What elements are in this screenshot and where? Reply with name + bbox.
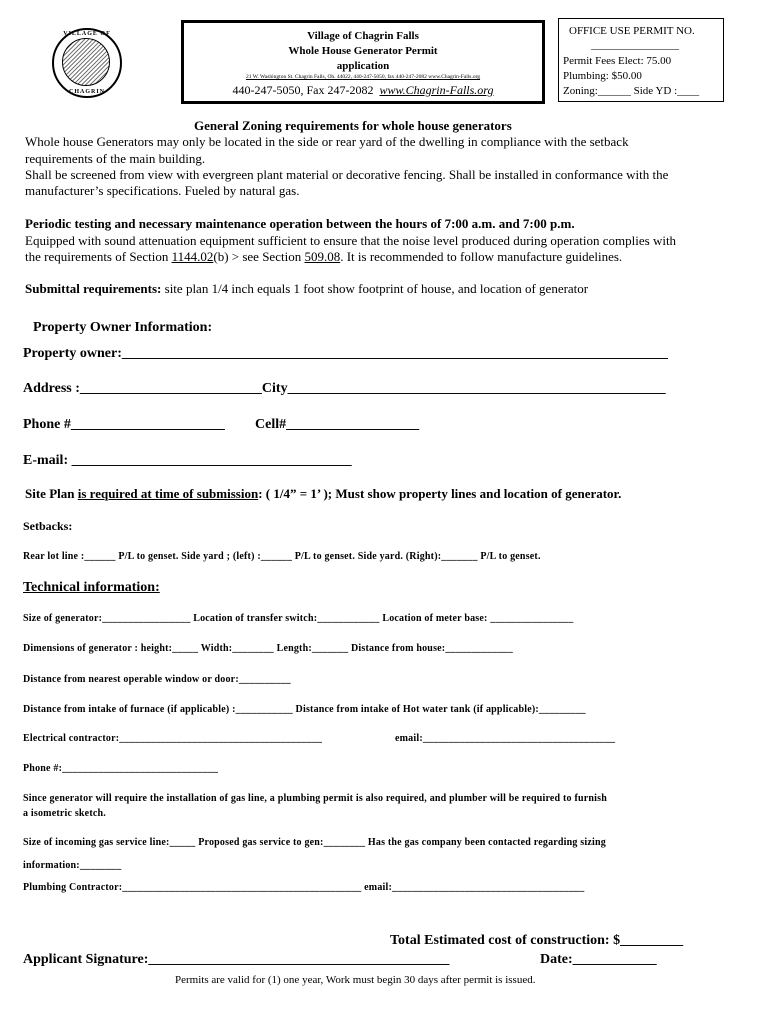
applicant-signature-field[interactable]: Applicant Signature:___________________________________________ [23, 952, 450, 967]
zoning-side-yard-field[interactable]: Zoning:______ Side YD :____ [563, 85, 700, 97]
testing-text-2 [25, 249, 622, 265]
header-contact [184, 83, 542, 98]
cell-field[interactable]: Cell#___________________ [255, 417, 420, 432]
contractor-phone-field[interactable]: Phone #:______________________________ [23, 763, 219, 774]
seal-bottom-text: CHAGRIN [68, 89, 105, 95]
date-field[interactable]: Date:____________ [540, 952, 657, 967]
submittal-label: Submittal requirements: [25, 281, 162, 296]
site-plan-post: : ( 1/4” = 1’ ); Must show property lines and location of generator. [258, 486, 622, 501]
phone-field[interactable]: Phone #______________________ [23, 417, 225, 432]
submittal-requirements [25, 281, 588, 297]
gas-line-note-1: Since generator will require the installation of gas line, a plumbing permit is also required, and plumber will be required to furnish [23, 793, 607, 804]
total-cost-field[interactable]: Total Estimated cost of construction: $_________ [390, 933, 684, 948]
permit-number-field[interactable]: ________________ [591, 39, 679, 51]
window-distance-field[interactable]: Distance from nearest operable window or door:__________ [23, 674, 291, 685]
setbacks-fields[interactable]: Rear lot line :______ P/L to genset. Side yard ; (left) :______ P/L to genset. Side yard. (Right):_______ P/L to genset. [23, 551, 541, 562]
intake-distance-fields[interactable]: Distance from intake of furnace (if applicable) :___________ Distance from intake of Hot water tank (if applicable):_________ [23, 704, 586, 715]
permit-validity-note: Permits are valid for (1) one year, Work must begin 30 days after permit is issued. [175, 974, 536, 986]
testing-text-2-pre: the requirements of Section [25, 249, 172, 264]
testing-text-1: Equipped with sound attenuation equipment sufficient to ensure that the noise level produced during operation complies with [25, 233, 677, 248]
address-city-field[interactable]: Address :__________________________City______________________________________________________ [23, 381, 666, 396]
permit-fees-plumbing: Plumbing: $50.00 [563, 70, 642, 82]
site-plan-underlined: is required at time of submission [77, 486, 259, 501]
office-use-title: OFFICE USE PERMIT NO. [569, 25, 695, 37]
setbacks-heading: Setbacks: [23, 519, 73, 533]
testing-text-2-post: . It is recommended to follow manufacture guidelines. [340, 249, 623, 264]
owner-section-heading: Property Owner Information: [33, 320, 213, 335]
gas-information-field[interactable]: information:________ [23, 860, 122, 871]
header-application: application [336, 60, 390, 72]
property-owner-field[interactable]: Property owner:______________________________________________________________________________ [23, 346, 668, 361]
generator-size-transfer-meter-fields[interactable]: Size of generator:_________________ Location of transfer switch:____________ Location of meter base: ________________ [23, 613, 574, 624]
testing-text-2-mid: (b) > see Section [213, 249, 305, 264]
header-address: 21 W. Washington St. Chagrin Falls, Oh. 44022, 440-247-5050, fax 440-247-2082 www.Chagrin-Falls.org [245, 74, 481, 80]
zoning-text-2b: manufacturer’s specifications. Fueled by natural gas. [25, 183, 300, 198]
section-509-link[interactable]: 509.08 [304, 249, 341, 264]
seal-top-text: VILLAGE OF [63, 31, 111, 37]
village-seal-logo [52, 28, 122, 98]
submittal-text: site plan 1/4 inch equals 1 foot show footprint of house, and location of generator [161, 281, 589, 296]
site-plan-requirement [25, 486, 621, 502]
technical-heading: Technical information: [23, 580, 160, 595]
site-plan-pre: Site Plan [25, 486, 78, 501]
gas-service-fields[interactable]: Size of incoming gas service line:_____ Proposed gas service to gen:________ Has the gas company been contacted regarding sizing [23, 837, 606, 848]
plumbing-contractor-fields[interactable]: Plumbing Contractor:______________________________________________ email:_____________________________________ [23, 882, 585, 893]
zoning-text-2a: Shall be screened from view with evergreen plant material or decorative fencing. Shall be installed in conformance with the [25, 167, 669, 182]
header-village-name: Village of Chagrin Falls [307, 30, 419, 42]
permit-fees-elect: Permit Fees Elect: 75.00 [563, 55, 672, 67]
email-field[interactable]: E-mail: ________________________________________ [23, 453, 352, 468]
header-box [181, 20, 545, 104]
section-1144-link[interactable]: 1144.02 [171, 249, 214, 264]
zoning-title: General Zoning requirements for whole house generators [194, 118, 512, 133]
header-phone-fax: 440-247-5050, Fax 247-2082 [232, 83, 374, 97]
gas-line-note-2: a isometric sketch. [23, 808, 106, 819]
electrical-contractor-field[interactable]: Electrical contractor:_______________________________________ [23, 733, 323, 744]
testing-title: Periodic testing and necessary maintenance operation between the hours of 7:00 a.m. and 7:00 p.m. [25, 216, 575, 231]
zoning-text-1a: Whole house Generators may only be located in the side or rear yard of the dwelling in compliance with the setback [25, 134, 629, 149]
header-website-link[interactable]: www.Chagrin-Falls.org [379, 83, 494, 97]
header-permit-title: Whole House Generator Permit [288, 45, 438, 57]
office-use-box [558, 18, 724, 102]
generator-dimensions-fields[interactable]: Dimensions of generator : height:_____ Width:________ Length:_______ Distance from house:_____________ [23, 643, 513, 654]
zoning-text-1b: requirements of the main building. [25, 151, 206, 166]
seal-emblem [62, 38, 110, 86]
electrical-contractor-email-field[interactable]: email:_____________________________________ [395, 733, 616, 744]
